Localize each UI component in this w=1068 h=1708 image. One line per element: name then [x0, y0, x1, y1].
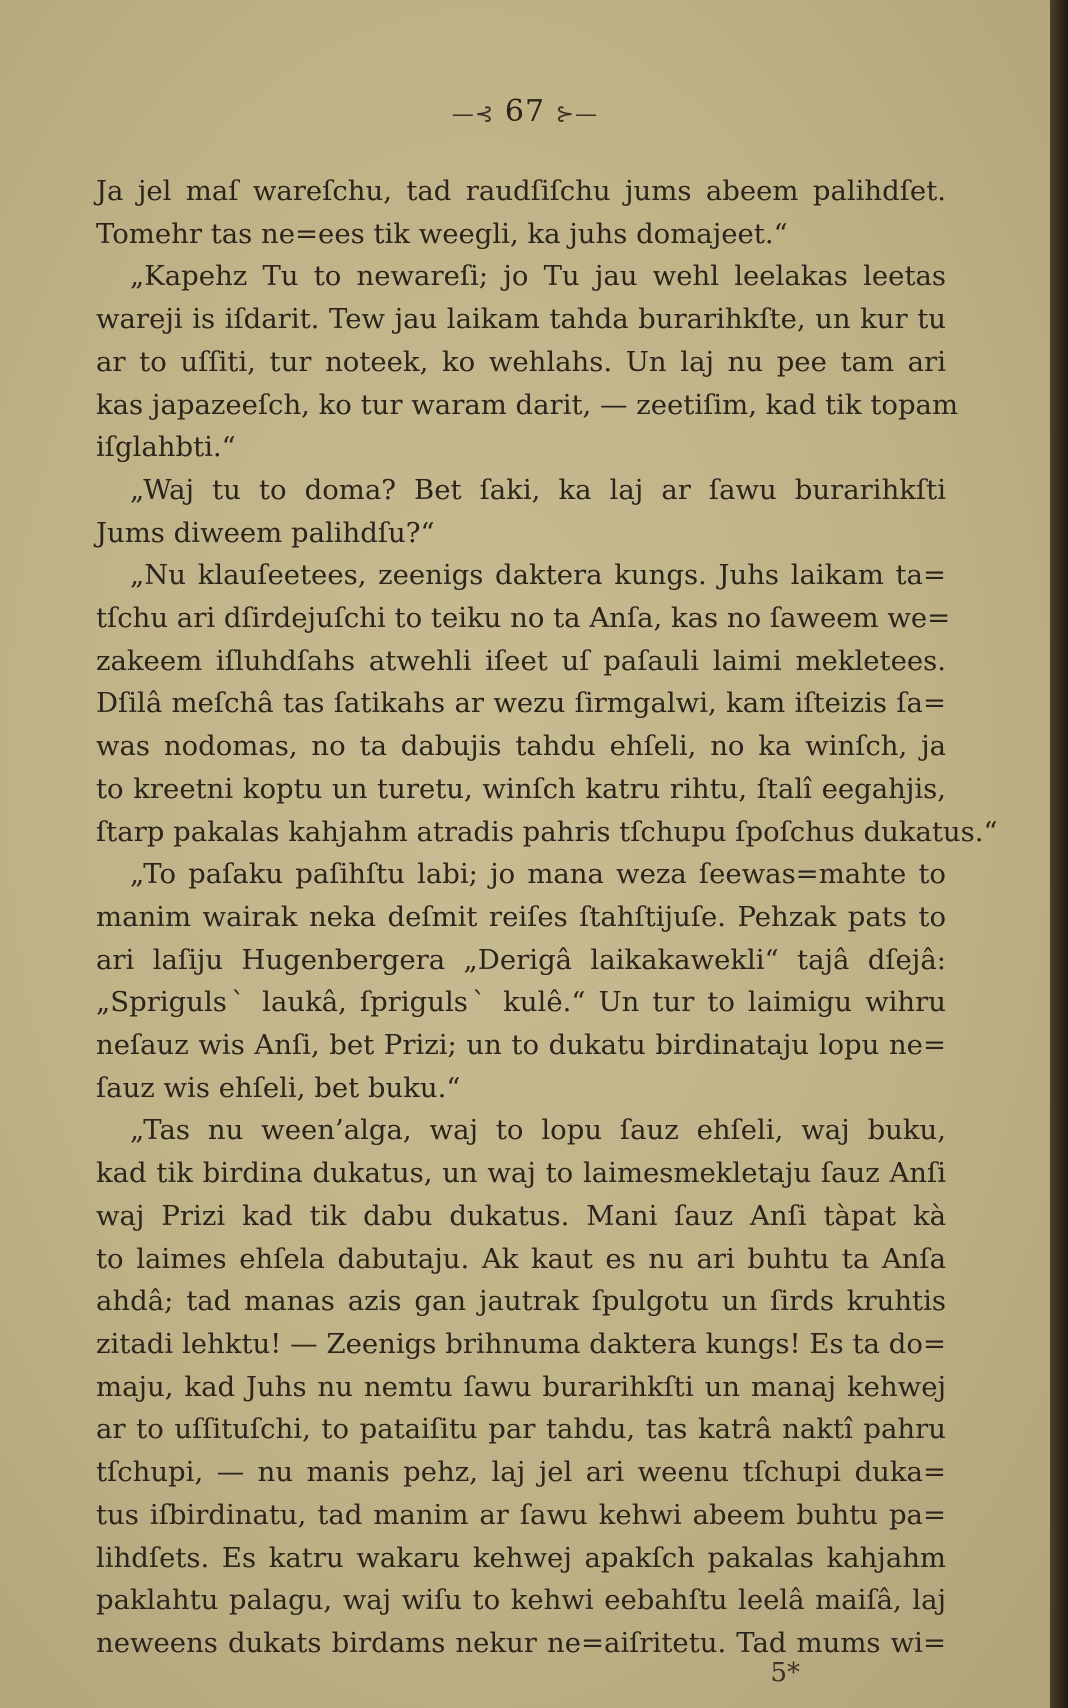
- text-line: maju, kad Juhs nu nemtu ſawu burarihkſti un manaj kehwej: [96, 1370, 946, 1403]
- text-line: „To paſaku paſihſtu labi; jo mana weza ſeewas=mahte to: [130, 858, 946, 891]
- text-line: iſglahbti.“: [96, 431, 236, 464]
- text-line: ſauz wis ehſeli, bet buku.“: [96, 1071, 461, 1104]
- text-line: „Sprigulsˋ laukâ, ſprigulsˋ kulê.“ Un tur to laimigu wihru: [96, 986, 946, 1019]
- text-line: manim wairak neka deſmit reiſes ſtahſtijuſe. Pehzak pats to: [96, 900, 946, 933]
- ornament-left: —⊰: [451, 102, 495, 127]
- text-line: Tomehr tas ne=ees tik weegli, ka juhs domajeet.“: [96, 217, 788, 250]
- text-line: Jums diweem palihdſu?“: [96, 516, 435, 549]
- text-line: „Tas nu ween’alga, waj to lopu ſauz ehſeli, waj buku,: [130, 1114, 946, 1147]
- text-line: neweens dukats birdams nekur ne=aiſritetu. Tad mums wi=: [96, 1626, 946, 1659]
- text-line: ahdâ; tad manas azis gan jautrak ſpulgotu un ſirds kruhtis: [96, 1285, 946, 1318]
- text-line: ar to uſſituſchi, to pataiſitu par tahdu, tas katrâ naktî pahru: [96, 1413, 946, 1446]
- text-line: kas japazeeſch, ko tur waram darit, — zeetiſim, kad tik topam: [96, 388, 959, 421]
- signature-mark: 5*: [770, 1658, 800, 1688]
- text-line: zitadi lehktu! — Zeenigs brihnuma daktera kungs! Es ta do=: [96, 1327, 946, 1360]
- text-line: was nodomas, no ta dabujis tahdu ehſeli, no ka winſch, ja: [96, 730, 946, 763]
- book-spine: [1050, 0, 1068, 1708]
- text-line: paklahtu palagu, waj wiſu to kehwi eebahſtu leelâ maiſâ, laj: [96, 1584, 946, 1617]
- text-line: tſchu ari dſirdejuſchi to teiku no ta Anſa, kas no ſaweem we=: [96, 602, 951, 635]
- text-line: wareji is iſdarit. Tew jau laikam tahda burarihkſte, un kur tu: [96, 303, 946, 336]
- body-text: [96, 170, 998, 1665]
- text-line: to laimes ehſela dabutaju. Ak kaut es nu ari buhtu ta Anſa: [96, 1242, 946, 1275]
- page-header: [0, 94, 1050, 129]
- text-line: Dſilâ meſchâ tas ſatikahs ar wezu ſirmgalwi, kam iſteizis ſa=: [96, 687, 946, 720]
- text-line: tus iſbirdinatu, tad manim ar ſawu kehwi abeem buhtu pa=: [96, 1498, 946, 1531]
- text-line: ari laſiju Hugenbergera „Derigâ laikakawekli“ tajâ dſejâ:: [96, 943, 946, 976]
- text-line: zakeem iſluhdſahs atwehli iſeet uſ paſauli laimi mekletees.: [96, 644, 946, 677]
- text-line: kad tik birdina dukatus, un waj to laimesmekletaju ſauz Anſi: [96, 1157, 946, 1190]
- page-number: 67: [504, 94, 546, 129]
- text-line: „Kapehz Tu to newareſi; jo Tu jau wehl leelakas leetas: [130, 260, 946, 293]
- text-line: lihdſets. Es katru wakaru kehwej apakſch pakalas kahjahm: [96, 1541, 946, 1574]
- text-line: ar to uſſiti, tur noteek, ko wehlahs. Un laj nu pee tam ari: [96, 345, 946, 378]
- text-line: Ja jel maſ wareſchu, tad raudſiſchu jums abeem palihdſet.: [96, 175, 946, 207]
- text-line: tſchupi, — nu manis pehz, laj jel ari weenu tſchupi duka=: [96, 1456, 946, 1489]
- text-line: „Waj tu to doma? Bet ſaki, ka laj ar ſawu burarihkſti: [130, 473, 946, 506]
- text-line: neſauz wis Anſi, bet Prizi; un to dukatu birdinataju lopu ne=: [96, 1029, 946, 1062]
- ornament-right: ⊱—: [555, 102, 599, 127]
- text-line: waj Prizi kad tik dabu dukatus. Mani ſauz Anſi tàpat kà: [96, 1199, 946, 1232]
- text-line: „Nu klauſeetees, zeenigs daktera kungs. Juhs laikam ta=: [130, 559, 946, 592]
- text-line: to kreetni koptu un turetu, winſch katru rihtu, ſtalî eegahjis,: [96, 772, 946, 805]
- text-line: ſtarp pakalas kahjahm atradis pahris tſchupu ſpoſchus dukatus.“: [96, 815, 998, 848]
